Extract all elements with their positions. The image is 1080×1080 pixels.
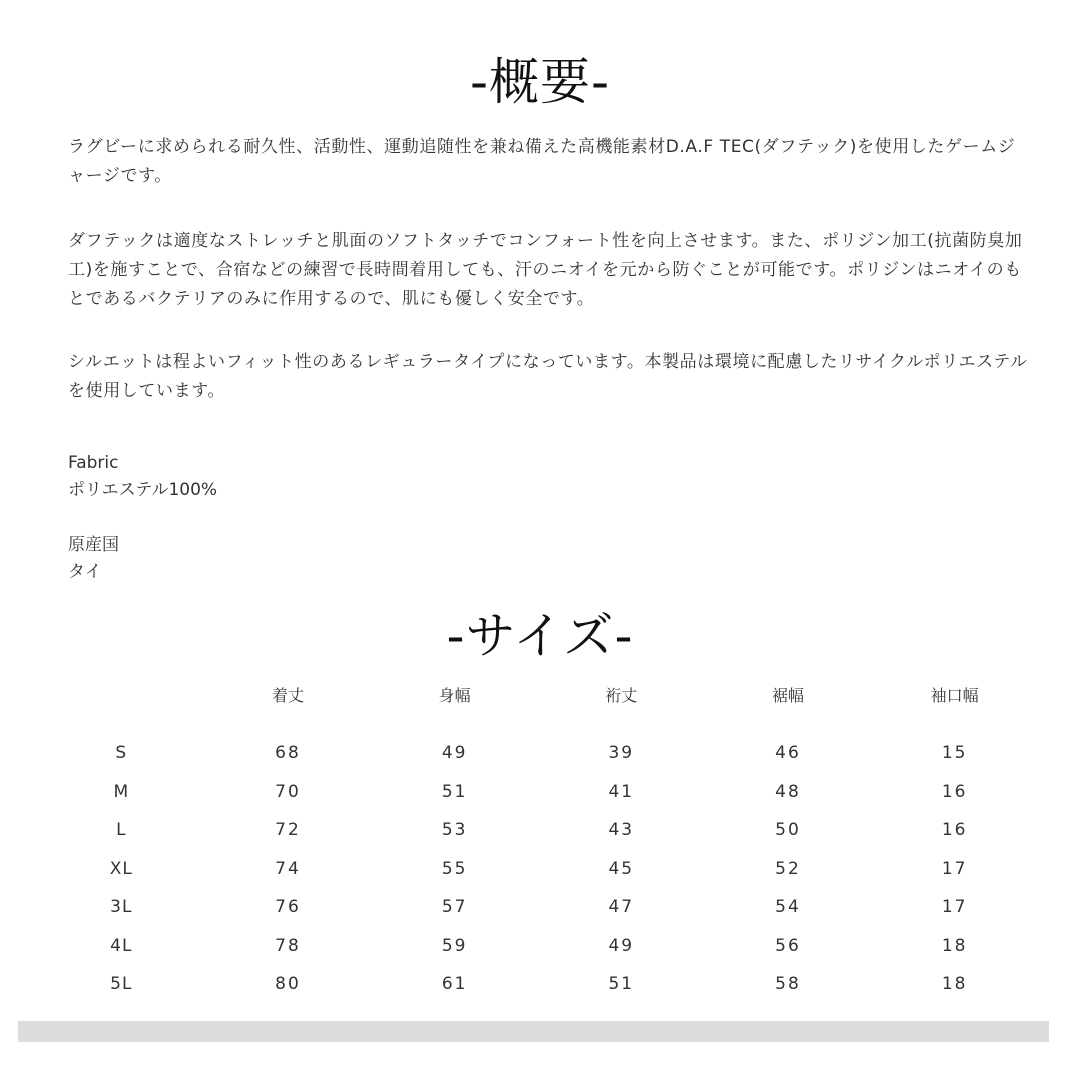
size-label-cell: 5L bbox=[110, 974, 133, 995]
table-row bbox=[38, 811, 1038, 850]
measurement-cell: 16 bbox=[941, 781, 968, 802]
overview-heading: -概要- bbox=[469, 53, 611, 111]
measurement-cell: 43 bbox=[608, 820, 635, 841]
measurement-cell: 45 bbox=[608, 858, 635, 879]
column-header-sleeve: 裄丈 bbox=[605, 685, 638, 705]
size-heading: -サイズ- bbox=[446, 607, 634, 665]
measurement-cell: 18 bbox=[941, 974, 968, 995]
measurement-cell: 52 bbox=[775, 858, 801, 879]
measurement-cell: 56 bbox=[775, 935, 801, 956]
measurement-cell: 49 bbox=[608, 935, 635, 956]
column-header-hem: 裾幅 bbox=[771, 685, 804, 705]
measurement-cell: 16 bbox=[941, 820, 968, 841]
measurement-cell: 51 bbox=[608, 974, 635, 995]
measurement-cell: 50 bbox=[775, 820, 801, 841]
measurement-cell: 54 bbox=[775, 897, 801, 918]
measurement-cell: 70 bbox=[275, 781, 301, 802]
size-label-cell: XL bbox=[109, 858, 133, 879]
column-header-size bbox=[38, 676, 205, 734]
measurement-cell: 74 bbox=[275, 858, 301, 879]
measurement-cell: 41 bbox=[608, 781, 635, 802]
table-row bbox=[38, 773, 1038, 812]
size-label-cell: 4L bbox=[110, 935, 133, 956]
measurement-cell: 17 bbox=[941, 897, 968, 918]
measurement-cell: 59 bbox=[441, 935, 468, 956]
measurement-cell: 80 bbox=[275, 974, 301, 995]
footer-bar bbox=[18, 1021, 1049, 1042]
origin-label: 原産国 bbox=[68, 535, 119, 555]
overview-paragraph-1: ラグビーに求められる耐久性、活動性、運動追随性を兼ね備えた高機能素材D.A.F TEC(ダフテック)を使用したゲームジャージです。 bbox=[68, 137, 1016, 186]
table-row bbox=[38, 888, 1038, 927]
measurement-cell: 47 bbox=[608, 897, 635, 918]
table-row bbox=[38, 927, 1038, 966]
origin-value: タイ bbox=[68, 562, 102, 582]
size-label-cell: S bbox=[115, 743, 128, 764]
measurement-cell: 57 bbox=[441, 897, 468, 918]
measurement-cell: 58 bbox=[775, 974, 801, 995]
column-header-length: 着丈 bbox=[271, 685, 304, 705]
size-table bbox=[38, 676, 1038, 1004]
fabric-value: ポリエステル100% bbox=[68, 480, 218, 500]
measurement-cell: 68 bbox=[275, 743, 301, 764]
measurement-cell: 76 bbox=[275, 897, 301, 918]
size-label-cell: L bbox=[116, 820, 127, 841]
measurement-cell: 49 bbox=[441, 743, 468, 764]
measurement-cell: 61 bbox=[441, 974, 468, 995]
measurement-cell: 55 bbox=[441, 858, 468, 879]
table-row bbox=[38, 734, 1038, 773]
column-header-cuff: 袖口幅 bbox=[930, 685, 979, 705]
size-table-header bbox=[38, 676, 1038, 734]
measurement-cell: 78 bbox=[275, 935, 301, 956]
size-label-cell: M bbox=[113, 781, 130, 802]
measurement-cell: 18 bbox=[941, 935, 968, 956]
measurement-cell: 17 bbox=[941, 858, 968, 879]
measurement-cell: 46 bbox=[775, 743, 801, 764]
fabric-spec bbox=[68, 450, 217, 504]
overview-paragraph-2: ダフテックは適度なストレッチと肌面のソフトタッチでコンフォート性を向上させます。また、ポリジン加工(抗菌防臭加工)を施すことで、合宿などの練習で長時間着用しても、汗のニオイを元から防ぐことが可能です。ポリジンはニオイのもとであるバクテリアのみに作用するので、肌にも優しく安全です。 bbox=[68, 231, 1023, 309]
fabric-label: Fabric bbox=[68, 453, 119, 473]
overview-paragraph-3: シルエットは程よいフィット性のあるレギュラータイプになっています。本製品は環境に配慮したリサイクルポリエステルを使用しています。 bbox=[68, 352, 1028, 401]
measurement-cell: 48 bbox=[775, 781, 801, 802]
table-row bbox=[38, 850, 1038, 889]
measurement-cell: 15 bbox=[941, 743, 968, 764]
origin-spec bbox=[68, 532, 119, 586]
measurement-cell: 39 bbox=[608, 743, 635, 764]
size-label-cell: 3L bbox=[110, 897, 133, 918]
column-header-chest: 身幅 bbox=[438, 685, 471, 705]
measurement-cell: 53 bbox=[441, 820, 468, 841]
measurement-cell: 51 bbox=[441, 781, 468, 802]
measurement-cell: 72 bbox=[275, 820, 301, 841]
table-row bbox=[38, 965, 1038, 1004]
